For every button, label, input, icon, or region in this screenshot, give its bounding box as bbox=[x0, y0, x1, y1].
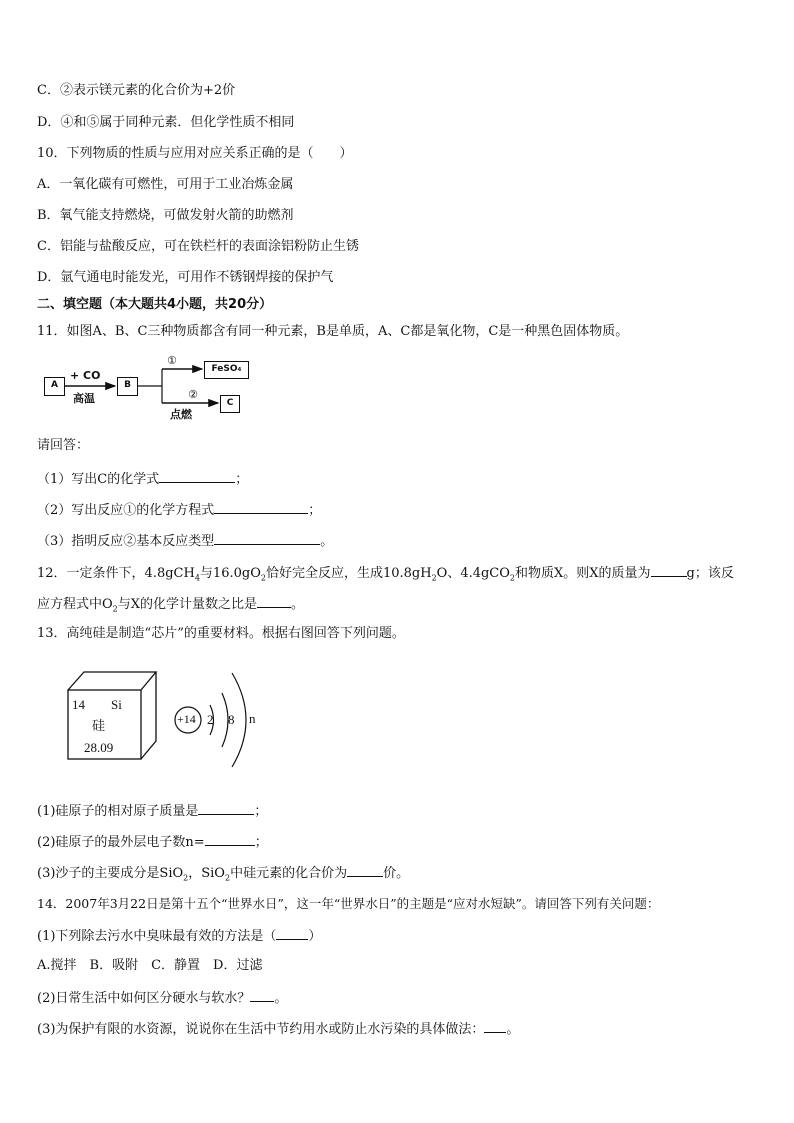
q12-line2 bbox=[37, 594, 304, 614]
q13-sub2-blank[interactable] bbox=[205, 832, 255, 846]
q12-text-h: 与X的化学计量数之比是 bbox=[117, 597, 258, 612]
q13-sub1 bbox=[37, 801, 267, 821]
reaction-2-marker: ② bbox=[188, 388, 198, 401]
q12-sub-o2-2: 2 bbox=[112, 604, 118, 614]
q12-text-b: 与16.0gO bbox=[199, 566, 261, 581]
q14-sub1-end: ） bbox=[308, 929, 322, 944]
q10-stem: 10．下列物质的性质与应用对应关系正确的是（ ） bbox=[37, 146, 353, 161]
element-atomic-mass: 28.09 bbox=[84, 740, 114, 755]
q14-sub3-end: 。 bbox=[506, 1022, 520, 1037]
q14-sub3 bbox=[37, 1019, 519, 1039]
q14-sub1-blank[interactable] bbox=[276, 926, 308, 940]
q13-sub3 bbox=[37, 863, 409, 883]
q11-sub2-blank[interactable] bbox=[214, 500, 308, 514]
section-title: 二、填空题（本大题共4小题，共20分） bbox=[37, 297, 273, 312]
q14-options: A.搅拌 B．吸附 C．静置 D．过滤 bbox=[37, 958, 263, 973]
q13-sub2-text: (2)硅原子的最外层电子数n= bbox=[37, 835, 205, 850]
substance-a-box: A bbox=[44, 377, 65, 396]
q14-sub3-text: (3)为保护有限的水资源，说说你在生活中节约用水或防止水污染的具体做法： bbox=[37, 1022, 485, 1037]
q11-sub2 bbox=[37, 500, 321, 520]
q13-sub1-blank[interactable] bbox=[198, 801, 254, 815]
q11-sub1 bbox=[37, 469, 248, 489]
q12-text-e: 和物质X。则X的质量为 bbox=[515, 566, 651, 581]
q9-option-d: D．④和⑤属于同种元素．但化学性质不相同 bbox=[37, 115, 295, 130]
q13-sub1-end: ； bbox=[254, 804, 268, 819]
condition-high-temp-label: 高温 bbox=[73, 392, 95, 405]
q12-ratio-blank[interactable] bbox=[257, 594, 291, 608]
shell3-electrons: n bbox=[249, 711, 256, 726]
q14-sub2-text: (2)日常生活中如何区分硬水与软水？ bbox=[37, 991, 251, 1006]
q12-sub-co2: 2 bbox=[509, 573, 516, 583]
q14-stem: 14．2007年3月22日是第十五个“世界水日”，这一年“世界水日”的主题是“应对水短缺”。请回答下列有关问题： bbox=[37, 896, 660, 911]
q12-sub-h2o: 2 bbox=[431, 573, 437, 583]
q11-sub3 bbox=[37, 531, 333, 551]
q13-sub3-text-b: ，SiO bbox=[188, 866, 225, 881]
element-symbol: Si bbox=[111, 697, 122, 712]
q11-sub3-text: （3）指明反应②基本反应类型 bbox=[37, 534, 215, 549]
q12-text-c: 恰好完全反应，生成10.8gH bbox=[265, 566, 432, 581]
q13-sub3-end: 价。 bbox=[383, 866, 410, 881]
q13-sub2 bbox=[37, 832, 268, 852]
shell1-electrons: 2 bbox=[207, 712, 214, 727]
element-atomic-number: 14 bbox=[72, 697, 85, 712]
q13-stem: 13．高纯硅是制造“芯片”的重要材料。根据右图回答下列问题。 bbox=[37, 626, 405, 641]
q14-sub1 bbox=[37, 926, 321, 946]
q13-sub3-text-c: 中硅元素的化合价为 bbox=[230, 866, 348, 881]
q11-stem: 11．如图A、B、C三种物质都含有同一种元素，B是单质，A、C都是氧化物，C是一种黑色固体物质。 bbox=[37, 324, 629, 339]
q11-sub3-end: 。 bbox=[320, 534, 334, 549]
q12-sub-ch4: 4 bbox=[194, 573, 200, 583]
q12-text-f: g；该反 bbox=[686, 566, 734, 581]
q13-sub1-text: (1)硅原子的相对原子质量是 bbox=[37, 804, 199, 819]
product-feso4-box: FeSO₄ bbox=[204, 361, 249, 379]
reaction-arrows bbox=[0, 355, 260, 425]
element-name: 硅 bbox=[92, 719, 106, 734]
q13-sub2-end: ； bbox=[254, 835, 268, 850]
q11-sub1-blank[interactable] bbox=[159, 469, 235, 483]
q10-option-a: A．一氧化碳有可燃性，可用于工业冶炼金属 bbox=[37, 177, 294, 192]
q14-sub3-blank[interactable] bbox=[484, 1019, 506, 1033]
reagent-co-label: + CO bbox=[70, 369, 101, 382]
q10-option-b: B．氧气能支持燃烧，可做发射火箭的助燃剂 bbox=[37, 208, 294, 223]
q13-sub3-blank[interactable] bbox=[347, 863, 383, 877]
q11-sub2-text: （2）写出反应①的化学方程式 bbox=[37, 503, 215, 518]
q13-sub-sio2-1: 2 bbox=[183, 873, 189, 883]
q11-prompt: 请回答： bbox=[37, 438, 90, 453]
q14-sub2 bbox=[37, 988, 287, 1008]
nucleus-charge: +14 bbox=[177, 712, 196, 726]
q12-sub-o2: 2 bbox=[260, 573, 266, 583]
q10-option-d: D．氩气通电时能发光，可用作不锈钢焊接的保护气 bbox=[37, 270, 334, 285]
q14-sub1-text: (1)下列除去污水中臭味最有效的方法是（ bbox=[37, 929, 277, 944]
q12-mass-blank[interactable] bbox=[651, 563, 687, 577]
substance-b-box: B bbox=[117, 377, 138, 396]
q13-sub3-text-a: (3)沙子的主要成分是SiO bbox=[37, 866, 184, 881]
substance-c-box: C bbox=[220, 395, 240, 413]
q11-sub1-text: （1）写出C的化学式 bbox=[37, 472, 160, 487]
q11-sub2-end: ； bbox=[308, 503, 322, 518]
q10-option-c: C．铝能与盐酸反应，可在铁栏杆的表面涂铝粉防止生锈 bbox=[37, 239, 359, 254]
condition-ignite-label: 点燃 bbox=[170, 408, 192, 421]
q12-line1 bbox=[37, 563, 734, 583]
q13-sub-sio2-2: 2 bbox=[224, 873, 231, 883]
q12-text-g: 应方程式中O bbox=[37, 597, 113, 612]
q11-sub3-blank[interactable] bbox=[214, 531, 320, 545]
q9-option-c: C．②表示镁元素的化合价为+2价 bbox=[37, 83, 236, 98]
q12-text-a: 12．一定条件下，4.8gCH bbox=[37, 566, 195, 581]
q14-sub2-blank[interactable] bbox=[250, 988, 274, 1002]
q12-text-i: 。 bbox=[291, 597, 305, 612]
shell2-electrons: 8 bbox=[228, 712, 235, 727]
q14-sub2-end: 。 bbox=[274, 991, 288, 1006]
reaction-1-marker: ① bbox=[167, 354, 177, 367]
q11-sub1-end: ； bbox=[235, 472, 249, 487]
q12-text-d: O、4.4gCO bbox=[436, 566, 510, 581]
